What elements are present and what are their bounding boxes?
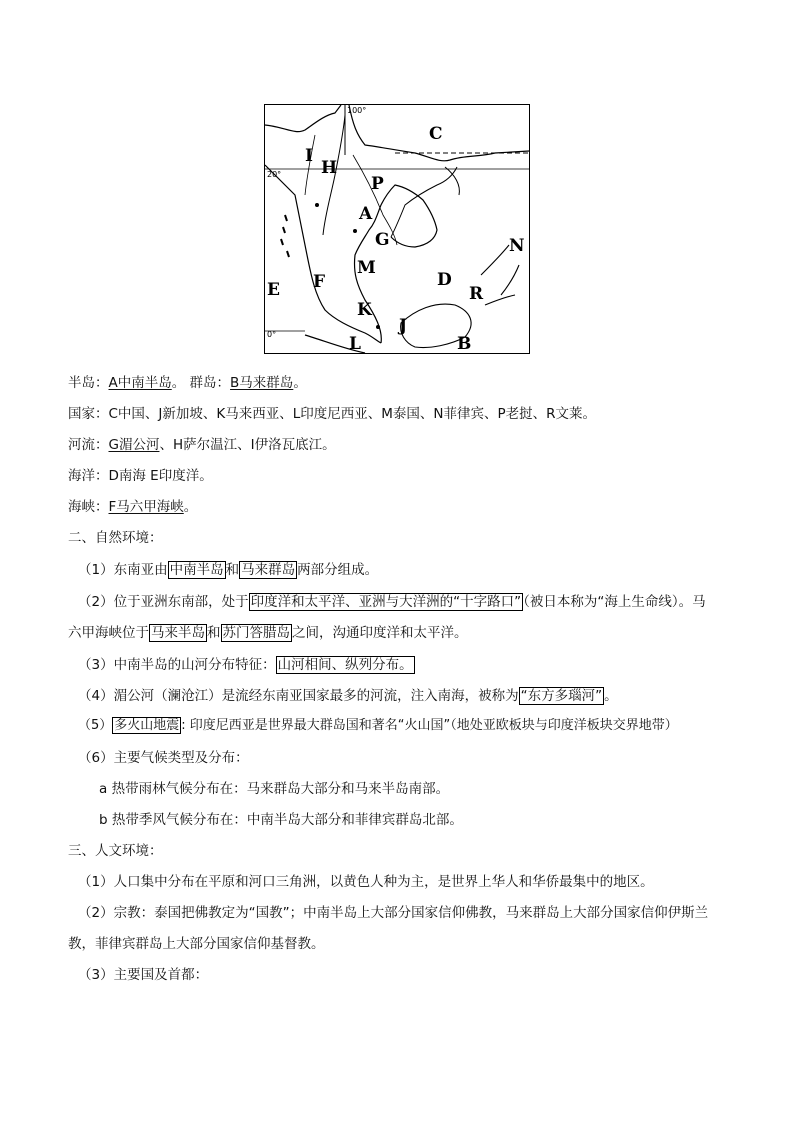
map-label-g: G xyxy=(375,230,390,250)
n2b-boxed-malay-peninsula: 马来半岛 xyxy=(151,625,205,641)
map-label-c: C xyxy=(429,124,443,144)
peninsula-line xyxy=(68,373,307,393)
rivers-line xyxy=(68,435,336,455)
n3-boxed-feature: 山河相间、纵列分布。 xyxy=(277,657,413,673)
map-label-e: E xyxy=(267,280,280,300)
n2b-e: 之间，沟通印度洋和太平洋。 xyxy=(292,625,468,641)
human-item-2: （2）宗教：泰国把佛教定为“国教”；中南半岛上大部分国家信仰佛教，马来群岛上大部分国家信仰伊斯兰 xyxy=(78,905,709,921)
map-label-l: L xyxy=(349,334,361,353)
map-drawing xyxy=(265,105,529,353)
human-item-1: （1）人口集中分布在平原和河口三角洲，以黄色人种为主，是世界上华人和华侨最集中的地区。 xyxy=(78,874,654,890)
map-label-a: A xyxy=(359,204,373,224)
map-label-i: I xyxy=(305,146,313,166)
n4-boxed-danube: “东方多瑙河” xyxy=(520,688,603,704)
city-dot-1 xyxy=(315,203,319,207)
natural-item-6: （6）主要气候类型及分布： xyxy=(78,750,249,766)
map-label-k: K xyxy=(357,300,372,320)
city-dot-2 xyxy=(353,229,357,233)
singapore-dot xyxy=(376,325,380,329)
n2b-c: 和 xyxy=(207,625,221,641)
n1-a: （1）东南亚由 xyxy=(78,562,168,578)
n4-a: （4）湄公河（澜沧江）是流经东南亚国家最多的河流，注入南海，被称为 xyxy=(78,688,519,704)
map-label-p: P xyxy=(371,174,384,194)
n2-boxed-crossroads: 印度洋和太平洋、亚洲与大洋洲的“十字路口” xyxy=(250,594,522,610)
peninsula-mid: 。 群岛： xyxy=(171,375,231,391)
river-g: G湄公河 xyxy=(108,437,160,453)
n1-boxed-malay: 马来群岛 xyxy=(241,562,296,578)
lon-100-label: 100° xyxy=(347,106,367,115)
natural-item-2 xyxy=(78,592,706,612)
peninsula-a: A中南半岛 xyxy=(108,375,172,391)
map-label-r: R xyxy=(469,284,484,304)
section-heading-natural: 二、自然环境： xyxy=(68,530,163,546)
andaman-islands xyxy=(281,215,289,257)
section-heading-human: 三、人文环境： xyxy=(68,843,163,859)
strait-end: 。 xyxy=(183,499,198,515)
climate-monsoon: b 热带季风气候分布在：中南半岛大部分和菲律宾群岛北部。 xyxy=(99,812,463,828)
map-label-h: H xyxy=(321,158,338,178)
natural-item-4 xyxy=(78,686,618,706)
n3-a: （3）中南半岛的山河分布特征： xyxy=(78,657,276,673)
archipelago-b: B马来群岛 xyxy=(230,375,294,391)
peninsula-end: 。 xyxy=(293,375,307,391)
human-item-3: （3）主要国及首都： xyxy=(78,967,209,983)
lat-20-label: 20° xyxy=(267,170,282,179)
n2b-a: 六甲海峡位于 xyxy=(68,625,149,641)
n1-boxed-indochina: 中南半岛 xyxy=(169,562,224,578)
map-label-n: N xyxy=(509,236,525,256)
map-label-d: D xyxy=(437,270,452,290)
n2-a: （2）位于亚洲东南部，处于 xyxy=(78,594,249,610)
map-label-b: B xyxy=(457,334,472,353)
oceans-line: 海洋：D南海 E印度洋。 xyxy=(68,468,213,484)
n5-a: （5） xyxy=(78,718,113,733)
map-label-m: M xyxy=(357,258,376,278)
rivers-prefix: 河流： xyxy=(68,437,109,453)
rivers-rest: 、H萨尔温江、I伊洛瓦底江。 xyxy=(159,437,336,453)
climate-rainforest: a 热带雨林气候分布在：马来群岛大部分和马来半岛南部。 xyxy=(99,781,450,797)
strait-prefix: 海峡： xyxy=(68,499,109,515)
natural-item-3 xyxy=(78,655,415,675)
natural-item-1 xyxy=(78,560,378,580)
n1-c: 和 xyxy=(225,562,240,578)
natural-item-5 xyxy=(78,716,678,736)
hainan-coast xyxy=(445,167,459,195)
map-label-f: F xyxy=(313,272,326,292)
n5-c: : 印度尼西亚是世界最大群岛国和著名“火山国”（地处亚欧板块与印度洋板块交界地带） xyxy=(181,718,678,733)
human-item-2-cont: 教，菲律宾群岛上大部分国家信仰基督教。 xyxy=(68,936,325,952)
strait-f: F马六甲海峡 xyxy=(108,499,184,515)
map-label-j: J xyxy=(399,316,408,336)
n2b-boxed-sumatra: 苏门答腊岛 xyxy=(222,625,290,641)
peninsula-prefix: 半岛： xyxy=(68,375,109,391)
n5-boxed-volcano: 多火山地震 xyxy=(114,718,180,733)
lat-0-label: 0° xyxy=(267,330,277,339)
n1-e: 两部分组成。 xyxy=(297,562,379,578)
n2-c: （被日本称为“海上生命线）。马 xyxy=(523,594,706,610)
natural-item-2-cont xyxy=(68,623,468,643)
countries-line: 国家：C中国、J新加坡、K马来西亚、L印度尼西亚、M泰国、N菲律宾、P老挝、R文莱。 xyxy=(68,406,597,422)
strait-line xyxy=(68,497,197,517)
southeast-asia-map xyxy=(264,104,530,354)
n4-c: 。 xyxy=(604,688,618,704)
